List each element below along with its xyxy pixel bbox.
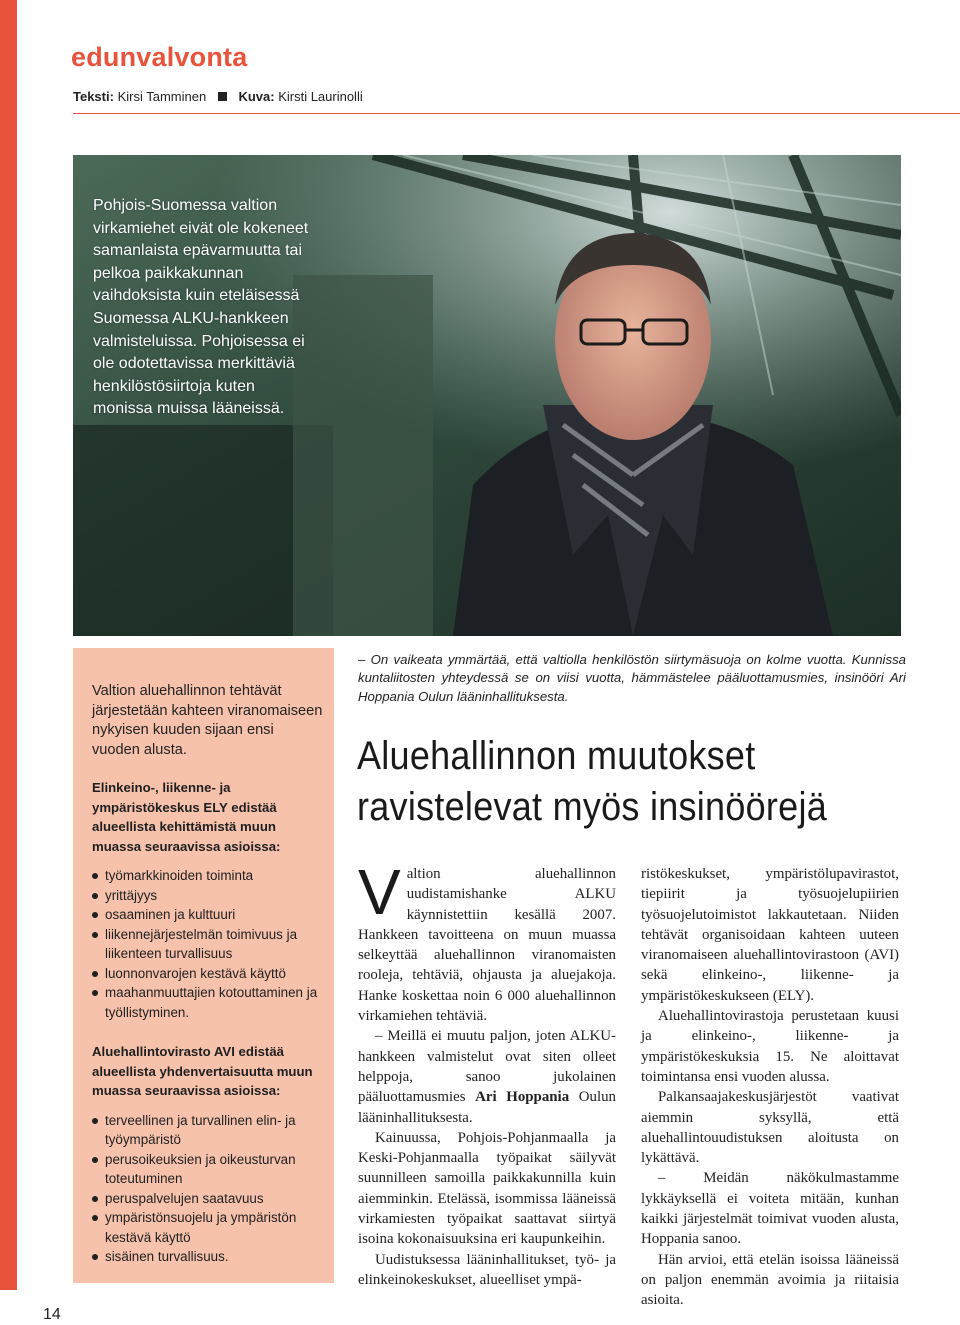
separator-square-icon [218, 92, 227, 101]
list-item: yrittäjyys [92, 886, 324, 906]
section-title: edunvalvonta [71, 42, 248, 72]
article-column-1 [358, 856, 616, 1290]
list-item: työmarkkinoiden toiminta [92, 866, 324, 886]
page-number: 14 [43, 1306, 61, 1323]
info-box [73, 648, 334, 1283]
paragraph: Aluehallintovirastoja perustetaan kuusi ja elinkeino-, liikenne- ja ympäristökeskuksia 15. Ne aloittavat toimintansa ensi vuoden alussa. [641, 1008, 899, 1085]
paragraph: Hän arvioi, että etelän isoissa lääneissä on paljon enemmän avoimia ja riitaisia asioita. [641, 1251, 899, 1309]
paragraph-text: – Meillä ei muutu paljon, joten ALKU-hankkeen valmistelut ovat siten olleet helppoja, sanoo jukolainen pääluottamusmies [358, 1028, 616, 1106]
article-headline [357, 731, 861, 833]
text-label: Teksti: [73, 89, 114, 104]
photo-label: Kuva: [238, 89, 275, 104]
page-edge-strip [0, 0, 17, 1290]
article-lead: – On vaikeata ymmärtää, että valtiolla henkilöstön siirtymäsuoja on kolme vuotta. Kunnissa kuntaliitosten yhteydessä se on viisi vuotta, hämmästelee pääluottamusmies, insinööri Ari Hoppania Oulun lääninhallituksesta. [358, 652, 906, 704]
list-item: sisäinen turvallisuus. [92, 1247, 324, 1267]
drop-cap: V [358, 856, 401, 928]
header-rule [73, 113, 960, 114]
paragraph: Uudistuksessa lääninhallitukset, työ- ja elinkeinokeskukset, alueelliset ympä- [358, 1251, 616, 1288]
list-item: peruspalvelujen saatavuus [92, 1189, 324, 1209]
avi-heading: Aluehallintovirasto AVI edistää alueellista yhdenvertaisuutta muun muassa seuraavissa asioissa: [92, 1044, 313, 1098]
list-item: luonnonvarojen kestävä käyttö [92, 964, 324, 984]
list-item: maahanmuuttajien kotouttaminen ja työllistyminen. [92, 983, 324, 1022]
photo-author: Kirsti Laurinolli [278, 89, 363, 104]
person-name: Ari Hoppania [475, 1089, 570, 1106]
byline [73, 89, 363, 104]
info-box-intro: Valtion aluehallinnon tehtävät järjestetään kahteen viranomaiseen nykyisen kuuden sijaan ensi vuoden alusta. [92, 683, 323, 758]
list-item: perusoikeuksien ja oikeusturvan toteutuminen [92, 1150, 324, 1189]
headline-line: ravistelevat myös insinöörejä [357, 785, 828, 829]
list-item: terveellinen ja turvallinen elin- ja työympäristö [92, 1111, 324, 1150]
headline-line: Aluehallinnon muutokset [357, 734, 756, 778]
paragraph: Kainuussa, Pohjois-Pohjanmaalla ja Keski-Pohjanmaalla työpaikat säilyvät suunnilleen samoilla paikkakunnilla kuin aiemminkin. Etelässä, isommissa lääneissä virkamiesten työpaikat saattavat siirtyä isoina kokonaisuuksina eri kaupunkeihin. [358, 1129, 616, 1248]
ely-heading: Elinkeino-, liikenne- ja ympäristökeskus ELY edistää alueellista kehittämistä muun muassa seuraavissa asioissa: [92, 780, 281, 854]
paragraph: Palkansaajakeskusjärjestöt vaativat aiemmin syksyllä, että aluehallintouudistuksen aloitusta on lykättävä. [641, 1089, 899, 1167]
text-author: Kirsi Tamminen [117, 89, 207, 104]
paragraph-text: Oulun lääninhallituksesta. [358, 1089, 616, 1126]
paragraph [358, 856, 616, 1026]
avi-list [92, 1111, 324, 1267]
paragraph [358, 1026, 616, 1127]
photo-caption: Pohjois-Suomessa valtion virkamiehet eivät ole kokeneet samanlaista epävarmuutta tai pelkoa paikkakunnan vaihdoksista kuin eteläisessä Suomessa ALKU-hankkeen valmisteluissa. Pohjoisessa ei ole odotettavissa merkittäviä henkilöstösiirtoja kuten monissa muissa lääneissä. [93, 197, 309, 418]
list-item: osaaminen ja kulttuuri [92, 905, 324, 925]
paragraph-text: altion aluehallinnon uudistamishanke ALKU käynnistettiin kesällä 2007. Hankkeen tavoitteena on muun muassa selkeyttää aluehallinnon viranomaisten rooleja, tehtäviä, ohjausta ja aluejakoja. Hanke koskettaa noin 6 000 aluehallinnon virkamiehen tehtäviä. [358, 866, 616, 1025]
paragraph: ristökeskukset, ympäristölupavirastot, tiepiirit ja työsuojelupiirien työsuojelutoimistot lakkautetaan. Niiden tehtävät organisoidaan kahteen uuteen viranomaiseen aluehallintovirastoon (AVI) sekä elinkeino-, liikenne- ja ympäristökeskukseen (ELY). [641, 866, 899, 1004]
list-item: liikennejärjestelmän toimivuus ja liikenteen turvallisuus [92, 925, 324, 964]
paragraph: – Meidän näkökulmastamme lykkäyksellä ei voiteta mitään, kunhan kaikki järjestelmät toimivat vuoden alusta, Hoppania sanoo. [641, 1170, 899, 1248]
article-column-2 [641, 864, 899, 1311]
ely-list [92, 866, 324, 1022]
list-item: ympäristönsuojelu ja ympäristön kestävä käyttö [92, 1208, 324, 1247]
